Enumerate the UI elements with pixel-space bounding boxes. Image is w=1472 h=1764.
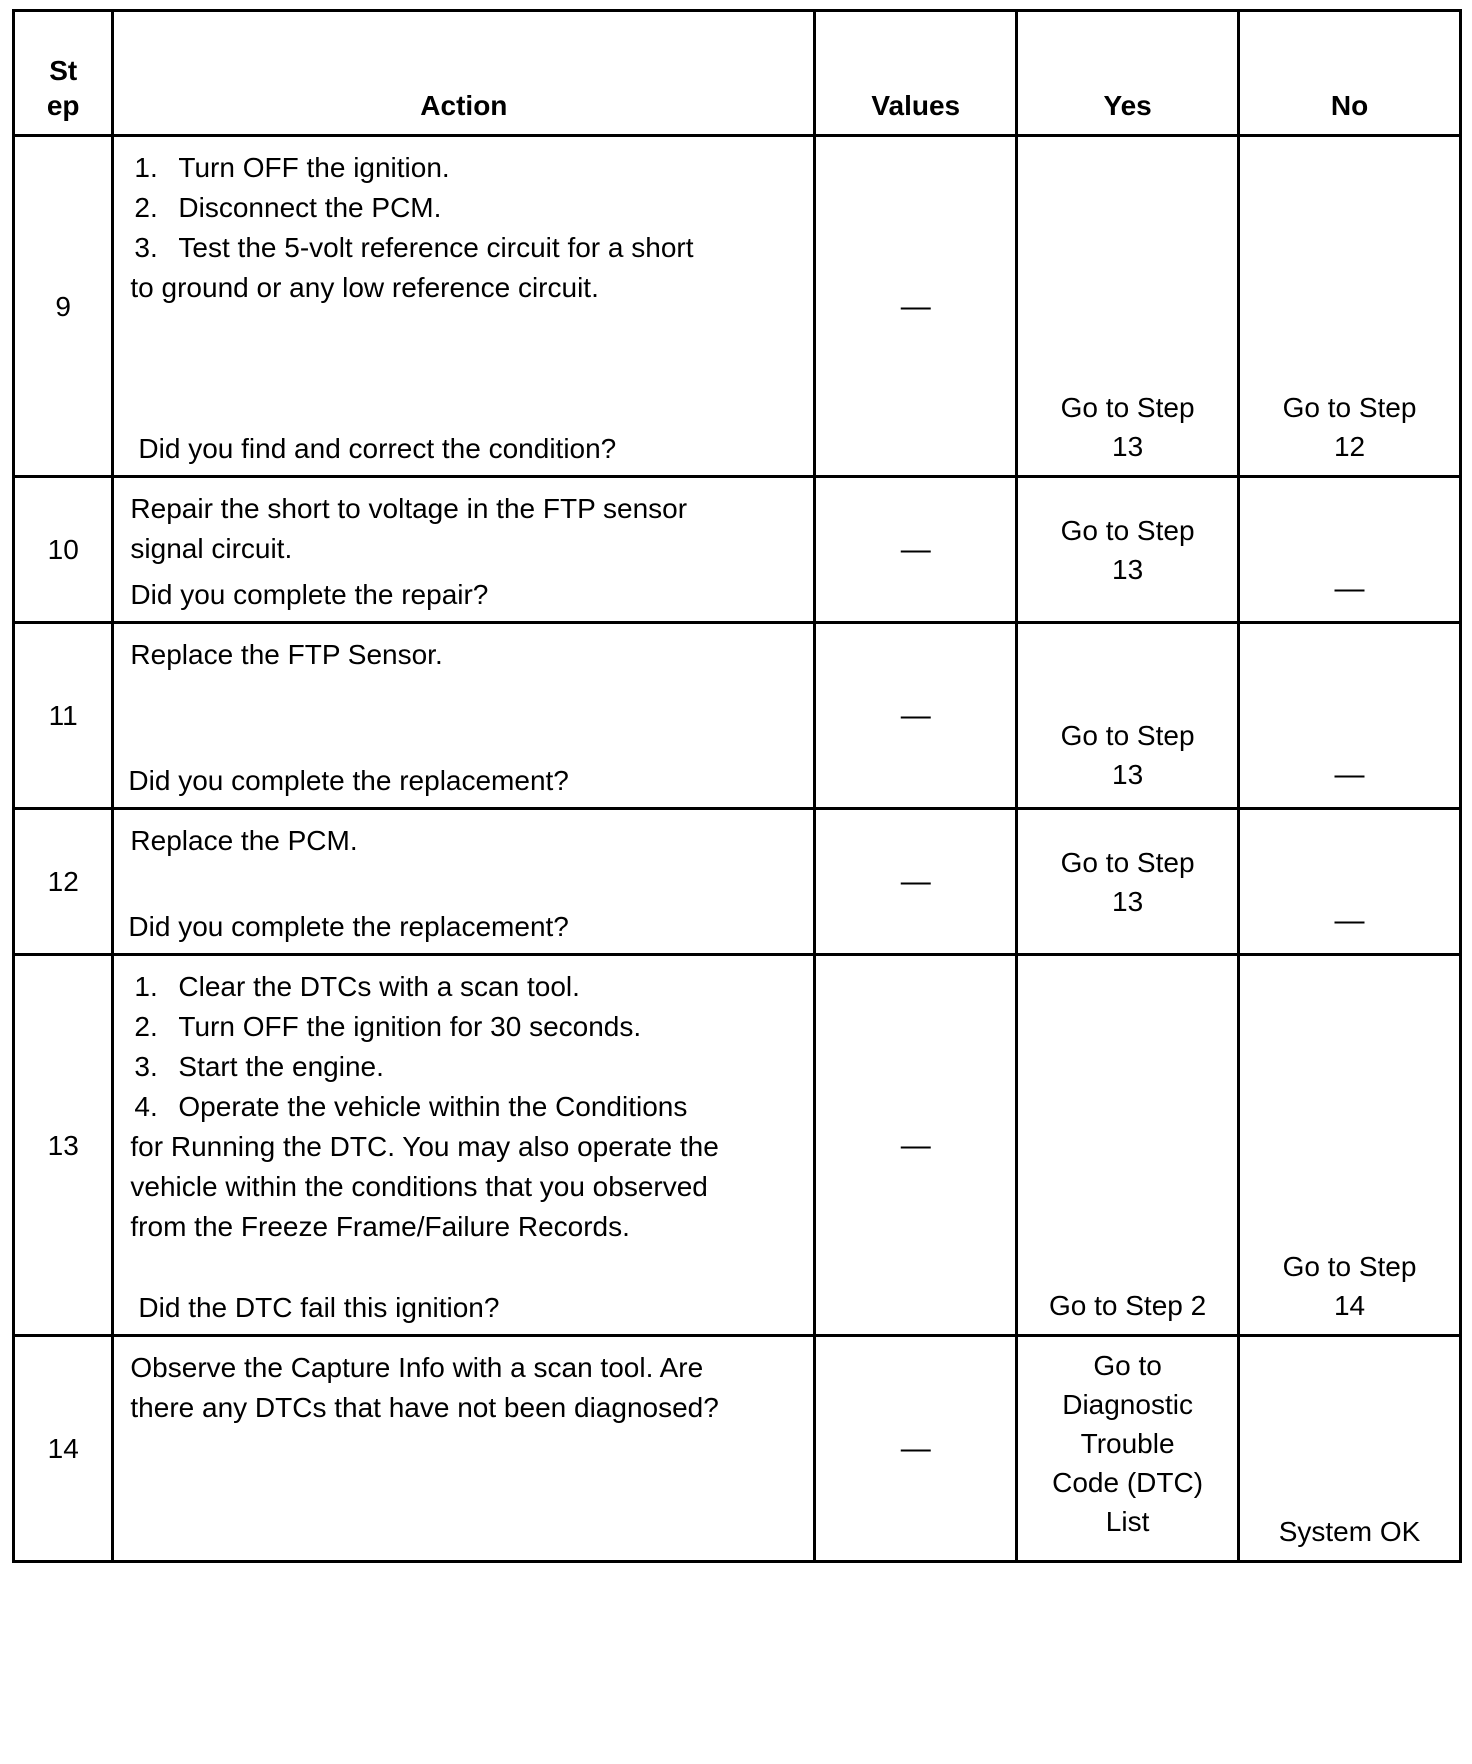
- action-step: 2. Disconnect the PCM.: [134, 192, 442, 223]
- table-row-step-9: [14, 136, 1461, 477]
- no-cell: [1239, 955, 1461, 1336]
- values-text: —: [900, 1128, 931, 1162]
- table-row-step-11: [14, 623, 1461, 809]
- no-cell: [1239, 136, 1461, 477]
- action-continuation: for Running the DTC. You may also operate the: [130, 1131, 719, 1162]
- action-question: Did the DTC fail this ignition?: [138, 1292, 500, 1323]
- step-number: 10: [14, 477, 113, 623]
- action-continuation: vehicle within the conditions that you observed: [130, 1171, 708, 1202]
- action-line: there any DTCs that have not been diagnosed?: [130, 1392, 719, 1423]
- yes-text: Go to Step 2: [1048, 1290, 1207, 1321]
- action-step: 2. Turn OFF the ignition for 30 seconds.: [134, 1011, 642, 1042]
- yes-line2: 13: [1112, 885, 1144, 917]
- action-line: Replace the FTP Sensor.: [130, 639, 443, 670]
- no-cell: [1239, 809, 1461, 955]
- no-line2: 14: [1333, 1290, 1366, 1321]
- header-yes: Yes: [1017, 11, 1239, 136]
- yes-cell: [1017, 136, 1239, 477]
- action-question: Did you complete the replacement?: [128, 911, 569, 942]
- values-text: —: [900, 699, 931, 732]
- no-line2: 12: [1333, 431, 1366, 462]
- action-cell: [113, 809, 815, 955]
- yes-line2: 13: [1112, 431, 1144, 462]
- yes-cell: [1017, 1336, 1239, 1562]
- step-number: 14: [14, 1336, 113, 1562]
- yes-line: Code (DTC): [1052, 1467, 1204, 1498]
- no-text: —: [1334, 758, 1365, 791]
- yes-line: List: [1105, 1506, 1150, 1537]
- action-line: signal circuit.: [130, 533, 293, 564]
- table-row-step-13: [14, 955, 1461, 1336]
- no-cell: [1239, 477, 1461, 623]
- action-line: Repair the short to voltage in the FTP sensor: [130, 493, 688, 524]
- yes-line2: 13: [1112, 759, 1144, 790]
- no-cell: [1239, 1336, 1461, 1562]
- no-cell: [1239, 623, 1461, 809]
- action-cell: [113, 623, 815, 809]
- step-number: 11: [14, 623, 113, 809]
- yes-line2: 13: [1112, 553, 1144, 585]
- header-step-line1: St: [49, 55, 78, 86]
- action-step: 1. Clear the DTCs with a scan tool.: [134, 971, 580, 1002]
- action-step: 4. Operate the vehicle within the Conditions: [134, 1091, 688, 1122]
- diagnostic-table: [12, 9, 1462, 1563]
- yes-cell: [1017, 955, 1239, 1336]
- yes-cell: [1017, 809, 1239, 955]
- values-cell: [815, 477, 1017, 623]
- yes-line1: Go to Step: [1060, 514, 1195, 546]
- header-values: Values: [815, 11, 1017, 136]
- table-row-step-14: [14, 1336, 1461, 1562]
- no-text: —: [1334, 904, 1365, 937]
- action-step: 3. Start the engine.: [134, 1051, 384, 1082]
- action-step: 3. Test the 5-volt reference circuit for a short: [134, 232, 694, 263]
- header-action: Action: [113, 11, 815, 136]
- values-cell: [815, 955, 1017, 1336]
- yes-cell: [1017, 623, 1239, 809]
- yes-line: Diagnostic: [1062, 1389, 1193, 1420]
- values-text: —: [900, 1432, 931, 1465]
- yes-line1: Go to Step: [1060, 846, 1195, 878]
- action-step: 1. Turn OFF the ignition.: [134, 152, 450, 183]
- action-continuation: from the Freeze Frame/Failure Records.: [130, 1211, 630, 1242]
- header-no: No: [1239, 11, 1461, 136]
- values-cell: [815, 623, 1017, 809]
- yes-line1: Go to Step: [1060, 392, 1195, 423]
- values-cell: [815, 1336, 1017, 1562]
- no-line1: Go to Step: [1282, 1251, 1417, 1282]
- yes-line: Go to: [1093, 1350, 1162, 1381]
- header-row: [14, 11, 1461, 136]
- table-row-step-10: [14, 477, 1461, 623]
- action-cell: [113, 136, 815, 477]
- step-number: 12: [14, 809, 113, 955]
- values-text: —: [900, 533, 931, 566]
- values-cell: [815, 809, 1017, 955]
- step-number: 13: [14, 955, 113, 1336]
- yes-line1: Go to Step: [1060, 720, 1195, 751]
- values-cell: [815, 136, 1017, 477]
- header-step-line2: ep: [46, 90, 80, 121]
- action-line: Observe the Capture Info with a scan tool. Are: [130, 1352, 704, 1383]
- step-number: 9: [14, 136, 113, 477]
- yes-cell: [1017, 477, 1239, 623]
- table-row-step-12: [14, 809, 1461, 955]
- action-continuation: to ground or any low reference circuit.: [130, 272, 599, 303]
- action-question: Did you complete the repair?: [130, 579, 489, 610]
- action-line: Replace the PCM.: [130, 825, 358, 856]
- values-text: —: [900, 865, 931, 898]
- no-line1: Go to Step: [1282, 392, 1417, 423]
- action-cell: [113, 477, 815, 623]
- action-question: Did you find and correct the condition?: [138, 433, 617, 464]
- no-text: System OK: [1278, 1516, 1421, 1547]
- values-text: —: [900, 289, 931, 323]
- action-cell: [113, 955, 815, 1336]
- header-step: [14, 11, 113, 136]
- yes-line: Trouble: [1080, 1428, 1175, 1459]
- no-text: —: [1334, 572, 1365, 605]
- action-cell: [113, 1336, 815, 1562]
- action-question: Did you complete the replacement?: [128, 765, 569, 796]
